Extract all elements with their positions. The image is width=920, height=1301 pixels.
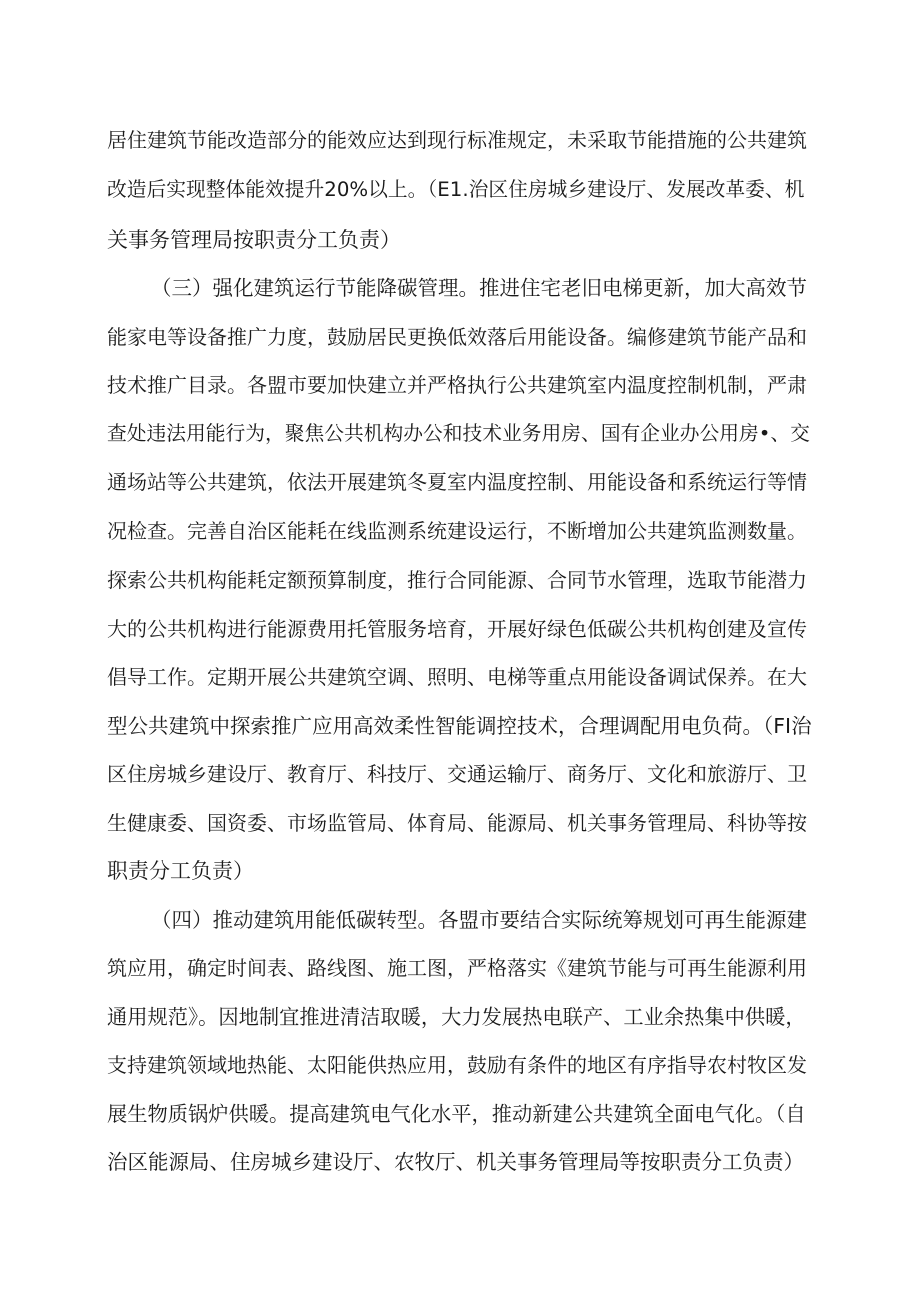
text-line: 通用规范》。因地制宜推进清洁取暖，大力发展热电联产、工业余热集中供暖， — [107, 1005, 806, 1029]
text-line: 大的公共机构进行能源费用托管服务培育，开展好绿色低碳公共机构创建及宣传 — [107, 617, 807, 641]
text-line: 治区能源局、住房城乡建设厅、农牧厅、机关事务管理局等按职责分工负责） — [107, 1150, 804, 1174]
text-line: 展生物质锅炉供暖。提高建筑电气化水平，推动新建公共建筑全面电气化。（自 — [107, 1102, 806, 1126]
text-line: 生健康委、国资委、市场监管局、体育局、能源局、机关事务管理局、科协等按 — [107, 811, 807, 835]
text-line: 改造后实现整体能效提升20%以上。（E1.治区住房城乡建设厅、发展改革委、机 — [107, 178, 805, 201]
text-line: 况检查。完善自治区能耗在线监测系统建设运行，不断增加公共建筑监测数量。 — [107, 519, 807, 543]
text-line: 区住房城乡建设厅、教育厅、科技厅、交通运输厅、商务厅、文化和旅游厅、卫 — [107, 762, 807, 786]
text-line: （三）强化建筑运行节能降碳管理。推进住宅老旧电梯更新，加大高效节 — [151, 276, 807, 300]
text-line: 查处违法用能行为，聚焦公共机构办公和技术业务用房、国有企业办公用房•、交 — [107, 422, 810, 445]
text-line: 通场站等公共建筑，依法开展建筑冬夏室内温度控制、用能设备和系统运行等情 — [107, 470, 807, 494]
text-line: 技术推广目录。各盟市要加快建立并严格执行公共建筑室内温度控制机制，严肃 — [107, 373, 807, 397]
text-line: 支持建筑领域地热能、太阳能供热应用，鼓励有条件的地区有序指导农村牧区发 — [107, 1053, 807, 1077]
text-line: 职责分工负责） — [107, 859, 254, 883]
text-line: 关事务管理局按职责分工负责） — [107, 228, 401, 252]
text-line: 型公共建筑中探索推广应用高效柔性智能调控技术，合理调配用电负荷。（FI治 — [107, 714, 812, 738]
text-line: 能家电等设备推广力度，鼓励居民更换低效落后用能设备。编修建筑节能产品和 — [107, 325, 807, 349]
text-line: （四）推动建筑用能低碳转型。各盟市要结合实际统筹规划可再生能源建 — [151, 908, 807, 932]
text-line: 筑应用，确定时间表、路线图、施工图，严格落实《建筑节能与可再生能源利用 — [107, 956, 807, 980]
text-line: 居住建筑节能改造部分的能效应达到现行标准规定，未采取节能措施的公共建筑 — [107, 128, 807, 152]
text-line: 倡导工作。定期开展公共建筑空调、照明、电梯等重点用能设备调试保养。在大 — [107, 665, 807, 689]
text-line: 探索公共机构能耗定额预算制度，推行合同能源、合同节水管理，选取节能潜力 — [107, 568, 807, 592]
